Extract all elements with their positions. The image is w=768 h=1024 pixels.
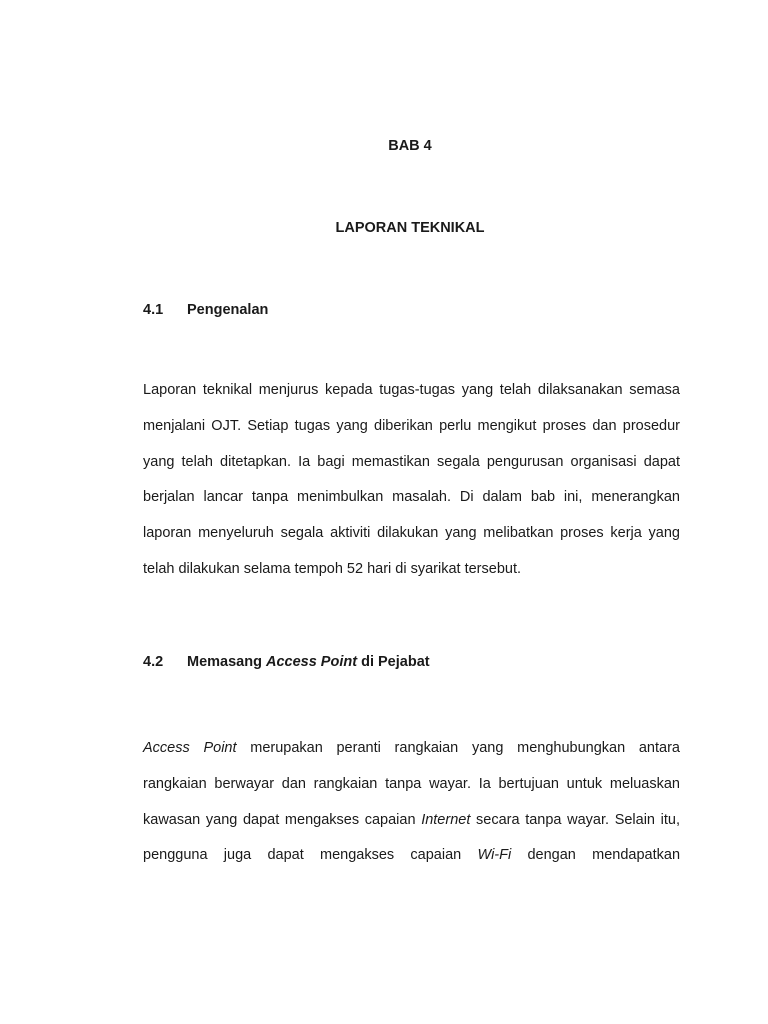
paragraph-line	[143, 803, 680, 839]
section-heading-4-2	[143, 654, 430, 670]
paragraph-line: Laporan teknikal menjurus kepada tugas-tugas yang telah dilaksanakan semasa	[143, 382, 680, 398]
section-title-italic: Access Point	[265, 654, 358, 670]
section-heading-4-1	[143, 302, 268, 318]
section-number: 4.1	[143, 302, 164, 318]
chapter-title: LAPORAN TEKNIKAL	[335, 220, 485, 236]
section-title: Pengenalan	[187, 302, 269, 318]
paragraph-line: berjalan lancar tanpa menimbulkan masalah. Di dalam bab ini, menerangkan	[143, 489, 680, 506]
section-number: 4.2	[143, 654, 164, 670]
line-text: merupakan peranti rangkaian yang menghubungkan antara	[250, 740, 680, 756]
paragraph-line: menjalani OJT. Setiap tugas yang diberikan perlu mengikut proses dan prosedur	[143, 417, 680, 434]
paragraph-line: rangkaian berwayar dan rangkaian tanpa wayar. Ia bertujuan untuk meluaskan	[143, 775, 680, 792]
line-text: dengan mendapatkan	[527, 847, 681, 864]
section-title-post: di Pejabat	[361, 654, 430, 670]
section-paragraph-4-1	[143, 373, 680, 588]
italic-term: Wi-Fi	[477, 847, 512, 864]
italic-term: Access Point	[143, 740, 237, 756]
line-text: pengguna juga dapat mengakses capaian	[143, 847, 462, 864]
section-paragraph-4-2	[143, 731, 680, 874]
italic-term: Internet	[421, 811, 471, 828]
chapter-label: BAB 4	[388, 138, 432, 154]
section-title-pre: Memasang	[187, 654, 262, 670]
paragraph-line: yang telah ditetapkan. Ia bagi memastikan segala pengurusan organisasi dapat	[143, 453, 680, 470]
line-text: secara tanpa wayar. Selain itu,	[476, 811, 680, 828]
paragraph-line: laporan menyeluruh segala aktiviti dilakukan yang melibatkan proses kerja yang	[143, 525, 680, 542]
line-text: kawasan yang dapat mengakses capaian	[143, 811, 416, 828]
paragraph-line	[143, 838, 680, 874]
paragraph-line	[143, 731, 680, 767]
paragraph-line: telah dilakukan selama tempoh 52 hari di syarikat tersebut.	[143, 560, 522, 577]
